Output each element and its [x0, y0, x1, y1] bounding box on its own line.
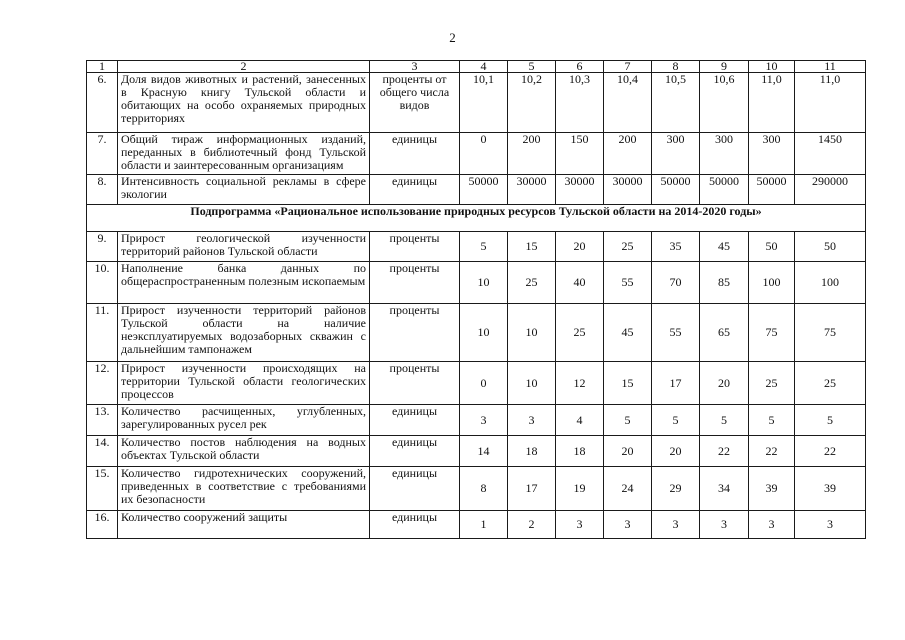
value-year-5: 17	[652, 362, 700, 405]
value-year-3: 3	[556, 511, 604, 539]
value-year-6: 300	[700, 133, 749, 175]
column-number-10: 10	[749, 61, 795, 73]
value-year-2: 17	[508, 467, 556, 511]
value-year-4: 3	[604, 511, 652, 539]
row-number: 10.	[87, 262, 118, 304]
value-year-1: 50000	[460, 175, 508, 205]
value-year-3: 18	[556, 436, 604, 467]
value-year-4: 30000	[604, 175, 652, 205]
value-year-2: 3	[508, 405, 556, 436]
value-year-7: 39	[749, 467, 795, 511]
indicator-name: Прирост изученности территорий районов Тульской области на наличие неэксплуатируемых водозаборных скважин с дальнейшим тампонажем	[118, 304, 370, 362]
unit-of-measure: проценты	[370, 304, 460, 362]
value-year-5: 3	[652, 511, 700, 539]
page-number: 2	[449, 30, 456, 45]
value-year-7: 22	[749, 436, 795, 467]
indicator-name: Прирост геологической изученности территорий районов Тульской области	[118, 232, 370, 262]
value-year-5: 35	[652, 232, 700, 262]
row-number: 13.	[87, 405, 118, 436]
value-year-3: 40	[556, 262, 604, 304]
indicator-name: Доля видов животных и растений, занесенных в Красную книгу Тульской области и обитающих на особо охраняемых природных территориях	[118, 73, 370, 133]
value-year-2: 200	[508, 133, 556, 175]
value-year-7: 50000	[749, 175, 795, 205]
value-year-8: 5	[795, 405, 866, 436]
value-year-1: 0	[460, 133, 508, 175]
row-number: 6.	[87, 73, 118, 133]
value-year-5: 70	[652, 262, 700, 304]
table-row	[87, 467, 866, 511]
value-year-5: 20	[652, 436, 700, 467]
value-year-6: 5	[700, 405, 749, 436]
value-year-7: 25	[749, 362, 795, 405]
value-year-2: 10	[508, 362, 556, 405]
unit-of-measure: единицы	[370, 133, 460, 175]
value-year-5: 55	[652, 304, 700, 362]
indicator-name: Общий тираж информационных изданий, переданных в библиотечный фонд Тульской области и заинтересованным организациям	[118, 133, 370, 175]
value-year-1: 5	[460, 232, 508, 262]
column-number-6: 6	[556, 61, 604, 73]
indicators-table	[86, 60, 866, 539]
table-row	[87, 232, 866, 262]
value-year-2: 2	[508, 511, 556, 539]
value-year-8: 100	[795, 262, 866, 304]
value-year-7: 3	[749, 511, 795, 539]
unit-of-measure: единицы	[370, 175, 460, 205]
value-year-5: 300	[652, 133, 700, 175]
value-year-8: 39	[795, 467, 866, 511]
table-row	[87, 362, 866, 405]
value-year-8: 75	[795, 304, 866, 362]
header-row	[87, 61, 866, 73]
value-year-6: 34	[700, 467, 749, 511]
value-year-1: 14	[460, 436, 508, 467]
unit-of-measure: единицы	[370, 405, 460, 436]
table-row	[87, 73, 866, 133]
indicator-name: Прирост изученности происходящих на территории Тульской области геологических процессов	[118, 362, 370, 405]
value-year-3: 12	[556, 362, 604, 405]
table-row	[87, 405, 866, 436]
unit-of-measure: проценты	[370, 262, 460, 304]
row-number: 12.	[87, 362, 118, 405]
value-year-8: 290000	[795, 175, 866, 205]
value-year-4: 55	[604, 262, 652, 304]
column-number-11: 11	[795, 61, 866, 73]
value-year-7: 50	[749, 232, 795, 262]
table-row	[87, 511, 866, 539]
value-year-7: 11,0	[749, 73, 795, 133]
unit-of-measure: единицы	[370, 467, 460, 511]
value-year-2: 10,2	[508, 73, 556, 133]
value-year-8: 25	[795, 362, 866, 405]
column-number-5: 5	[508, 61, 556, 73]
column-number-8: 8	[652, 61, 700, 73]
row-number: 7.	[87, 133, 118, 175]
value-year-4: 20	[604, 436, 652, 467]
subprogram-row	[87, 205, 866, 232]
value-year-8: 22	[795, 436, 866, 467]
value-year-1: 10,1	[460, 73, 508, 133]
value-year-3: 19	[556, 467, 604, 511]
value-year-7: 100	[749, 262, 795, 304]
value-year-1: 10	[460, 262, 508, 304]
unit-of-measure: единицы	[370, 511, 460, 539]
table-row	[87, 262, 866, 304]
value-year-6: 65	[700, 304, 749, 362]
column-number-2: 2	[118, 61, 370, 73]
indicator-name: Количество расчищенных, углубленных, зарегулированных русел рек	[118, 405, 370, 436]
unit-of-measure: единицы	[370, 436, 460, 467]
value-year-4: 25	[604, 232, 652, 262]
table-row	[87, 304, 866, 362]
indicator-name: Количество постов наблюдения на водных объектах Тульской области	[118, 436, 370, 467]
value-year-3: 20	[556, 232, 604, 262]
indicator-name: Количество сооружений защиты	[118, 511, 370, 539]
value-year-4: 45	[604, 304, 652, 362]
value-year-4: 24	[604, 467, 652, 511]
value-year-8: 1450	[795, 133, 866, 175]
value-year-1: 10	[460, 304, 508, 362]
value-year-3: 10,3	[556, 73, 604, 133]
column-number-1: 1	[87, 61, 118, 73]
table-row	[87, 175, 866, 205]
value-year-4: 10,4	[604, 73, 652, 133]
column-number-4: 4	[460, 61, 508, 73]
unit-of-measure: проценты от общего числа видов	[370, 73, 460, 133]
indicator-name: Количество гидротехнических сооружений, приведенных в соответствие с требованиями их безопасности	[118, 467, 370, 511]
unit-of-measure: проценты	[370, 362, 460, 405]
value-year-6: 10,6	[700, 73, 749, 133]
value-year-5: 50000	[652, 175, 700, 205]
value-year-2: 25	[508, 262, 556, 304]
value-year-3: 25	[556, 304, 604, 362]
value-year-8: 11,0	[795, 73, 866, 133]
column-number-7: 7	[604, 61, 652, 73]
column-number-3: 3	[370, 61, 460, 73]
row-number: 15.	[87, 467, 118, 511]
value-year-6: 3	[700, 511, 749, 539]
value-year-3: 150	[556, 133, 604, 175]
table-row	[87, 436, 866, 467]
value-year-4: 15	[604, 362, 652, 405]
value-year-3: 4	[556, 405, 604, 436]
table-row	[87, 133, 866, 175]
value-year-3: 30000	[556, 175, 604, 205]
value-year-2: 30000	[508, 175, 556, 205]
value-year-1: 3	[460, 405, 508, 436]
row-number: 8.	[87, 175, 118, 205]
indicator-name: Интенсивность социальной рекламы в сфере экологии	[118, 175, 370, 205]
unit-of-measure: проценты	[370, 232, 460, 262]
value-year-5: 29	[652, 467, 700, 511]
indicator-name: Наполнение банка данных по общераспространенным полезным ископаемым	[118, 262, 370, 304]
value-year-5: 5	[652, 405, 700, 436]
value-year-1: 0	[460, 362, 508, 405]
value-year-8: 3	[795, 511, 866, 539]
subprogram-title: Подпрограмма «Рациональное использование природных ресурсов Тульской области на 2014-2020 годы»	[87, 205, 866, 232]
value-year-6: 22	[700, 436, 749, 467]
row-number: 14.	[87, 436, 118, 467]
value-year-2: 18	[508, 436, 556, 467]
value-year-6: 85	[700, 262, 749, 304]
row-number: 11.	[87, 304, 118, 362]
value-year-1: 8	[460, 467, 508, 511]
value-year-7: 300	[749, 133, 795, 175]
value-year-1: 1	[460, 511, 508, 539]
column-number-9: 9	[700, 61, 749, 73]
value-year-8: 50	[795, 232, 866, 262]
value-year-4: 200	[604, 133, 652, 175]
value-year-6: 50000	[700, 175, 749, 205]
value-year-6: 45	[700, 232, 749, 262]
row-number: 16.	[87, 511, 118, 539]
value-year-2: 15	[508, 232, 556, 262]
value-year-6: 20	[700, 362, 749, 405]
value-year-7: 75	[749, 304, 795, 362]
row-number: 9.	[87, 232, 118, 262]
value-year-7: 5	[749, 405, 795, 436]
value-year-5: 10,5	[652, 73, 700, 133]
value-year-2: 10	[508, 304, 556, 362]
value-year-4: 5	[604, 405, 652, 436]
